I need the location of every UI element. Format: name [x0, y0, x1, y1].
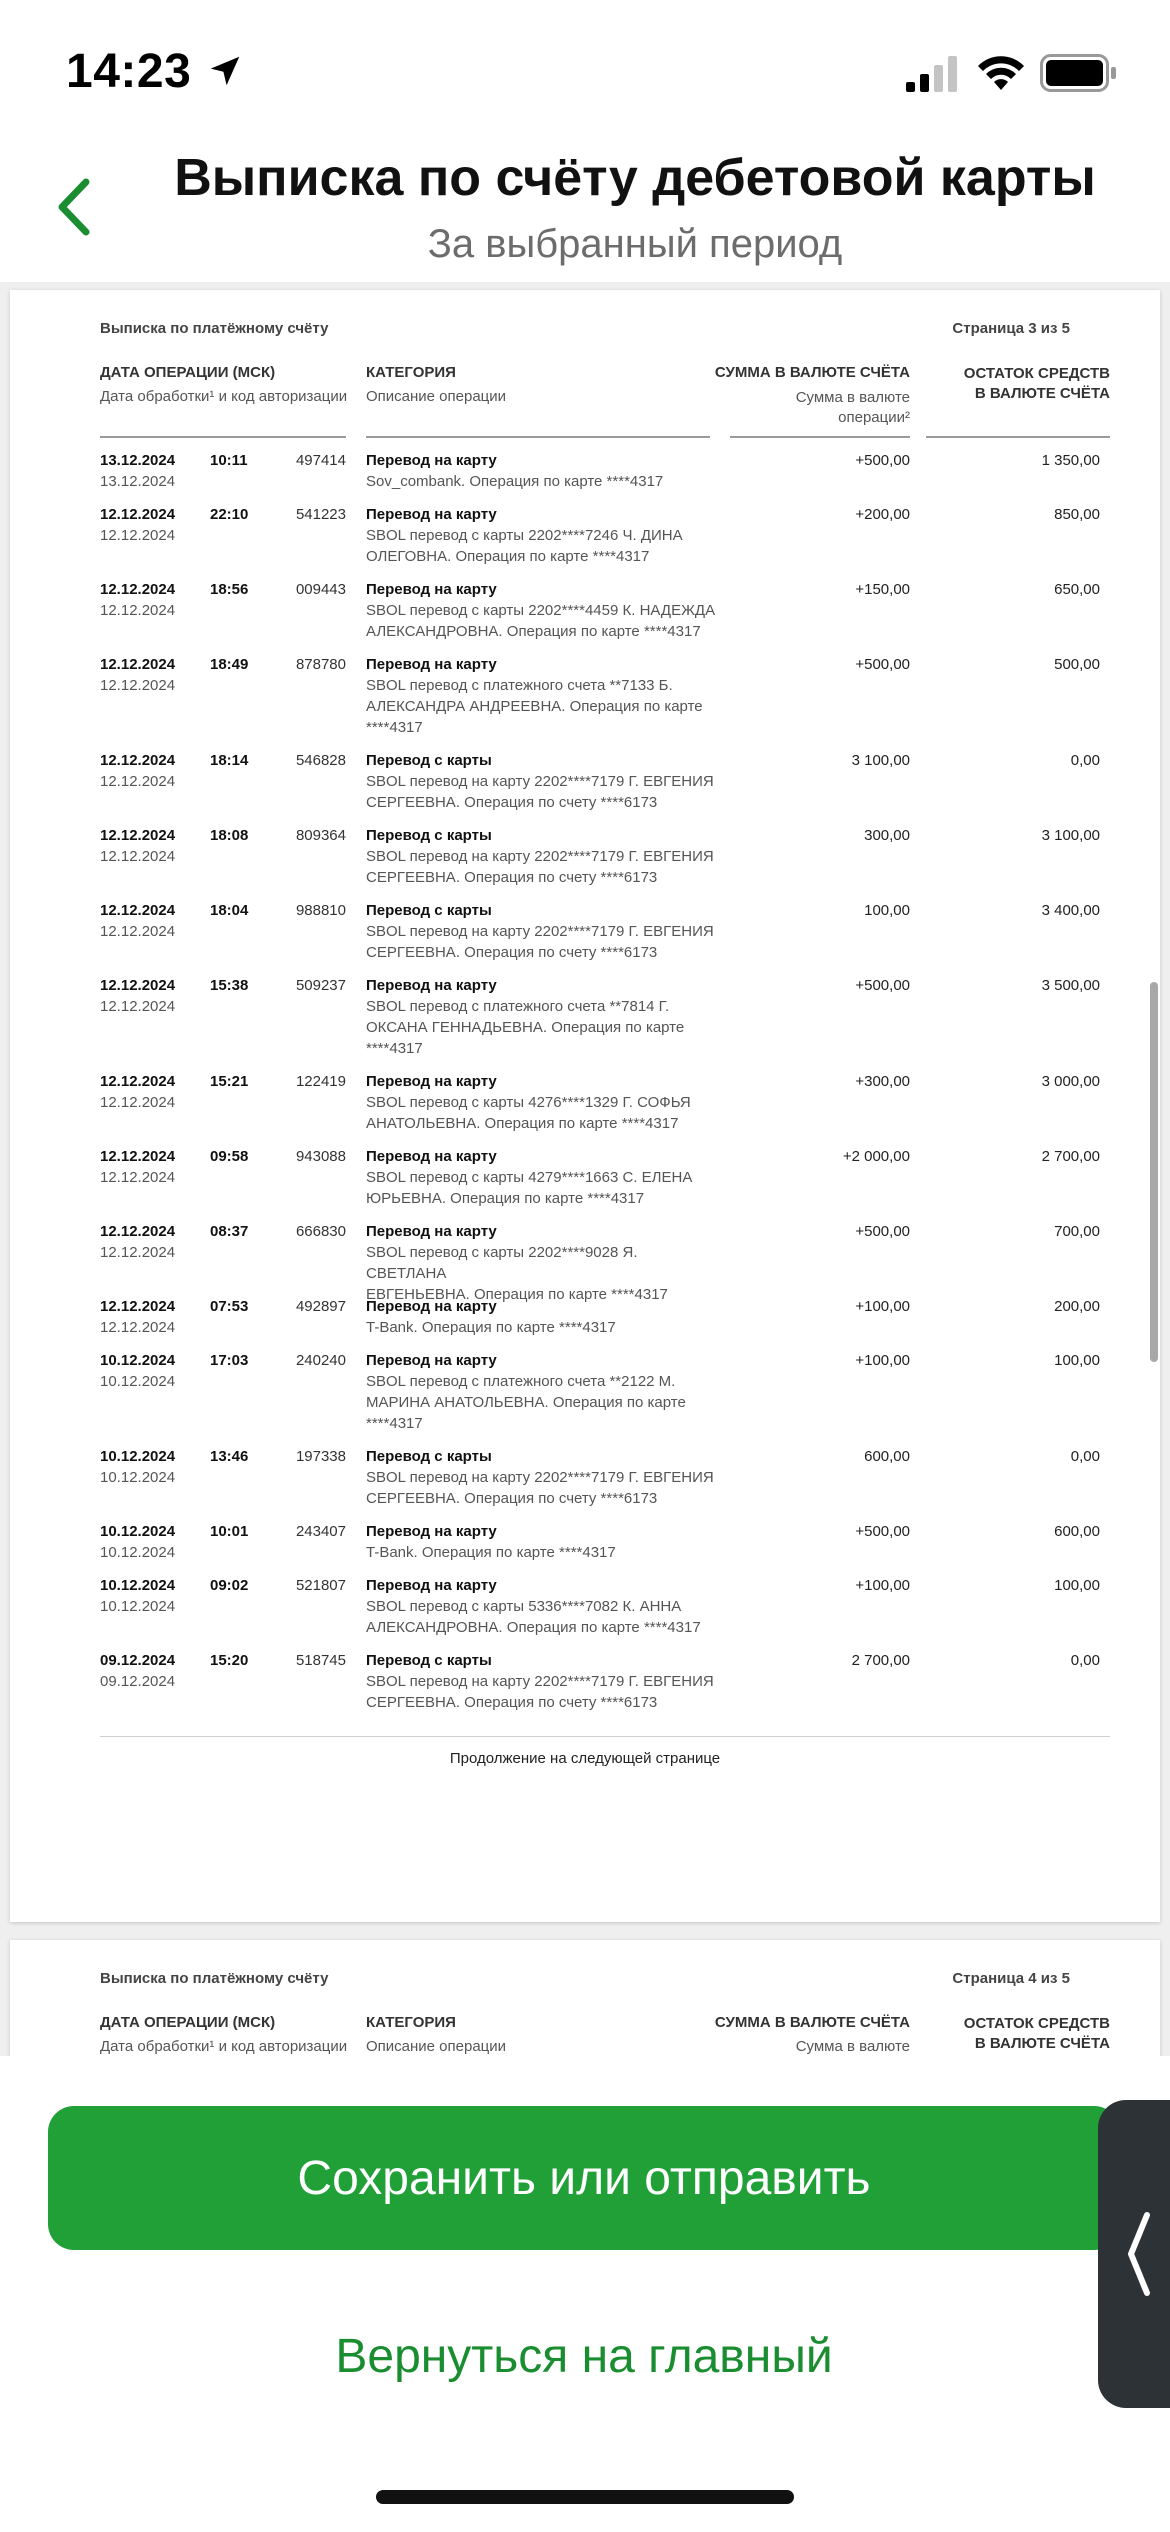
column-header-balance	[920, 2014, 1110, 2054]
description-line: T-Bank. Операция по карте ****4317	[366, 1544, 616, 1561]
column-subheader-date: Дата обработки¹ и код авторизации	[100, 388, 348, 405]
balance-header-line: ОСТАТОК СРЕДСТВ	[963, 2015, 1110, 2032]
header-rule	[100, 436, 346, 438]
operation-time: 15:20	[210, 1652, 249, 1669]
operation-time: 09:02	[210, 1577, 249, 1594]
amount: 300,00	[864, 827, 910, 844]
operation-time: 10:11	[210, 452, 248, 469]
balance: 500,00	[1054, 656, 1100, 673]
description-line: СЕРГЕЕВНА. Операция по счету ****6173	[366, 794, 658, 811]
description-line: SBOL перевод на карту 2202****7179 Г. ЕВГЕНИЯ	[366, 773, 714, 790]
description-line: SBOL перевод с карты 2202****9028 Я. СВЕТЛАНА	[366, 1244, 638, 1282]
column-subheader-date: Дата обработки¹ и код авторизации	[100, 2038, 348, 2055]
auth-code: 243407	[295, 1523, 346, 1540]
operation-date: 10.12.2024	[100, 1448, 176, 1465]
operation-date: 12.12.2024	[100, 902, 176, 919]
next-statement-page	[10, 1940, 1160, 2056]
page-subtitle: За выбранный период	[427, 222, 843, 266]
balance: 2 700,00	[1041, 1148, 1100, 1165]
balance: 100,00	[1054, 1352, 1100, 1369]
side-panel-handle[interactable]	[1098, 2100, 1170, 2408]
operation-time: 08:37	[210, 1223, 249, 1240]
category: Перевод на карту	[366, 656, 497, 673]
category: Перевод на карту	[366, 581, 497, 598]
processing-date: 10.12.2024	[100, 1544, 176, 1561]
balance: 600,00	[1054, 1523, 1100, 1540]
operation-time: 15:38	[210, 977, 249, 994]
scrollbar-thumb[interactable]	[1150, 982, 1158, 1362]
auth-code: 518745	[295, 1652, 346, 1669]
column-header-balance	[920, 364, 1110, 404]
operation-date: 12.12.2024	[100, 581, 176, 598]
description-line: ЮРЬЕВНА. Операция по карте ****4317	[366, 1190, 645, 1207]
back-button[interactable]	[46, 172, 102, 242]
description-line: ОЛЕГОВНА. Операция по карте ****4317	[366, 548, 650, 565]
auth-code: 240240	[295, 1352, 346, 1369]
amount: 600,00	[864, 1448, 910, 1465]
page-number: Страница 4 из 5	[952, 1970, 1070, 1987]
description-line: SBOL перевод на карту 2202****7179 Г. ЕВГЕНИЯ	[366, 923, 714, 940]
category: Перевод на карту	[366, 1223, 497, 1240]
balance: 0,00	[1070, 1652, 1100, 1669]
amount: +100,00	[855, 1352, 910, 1369]
description-line: АЛЕКСАНДРОВНА. Операция по карте ****4317	[366, 1619, 701, 1636]
amount-subheader-line: операции²	[838, 409, 910, 426]
category: Перевод с карты	[366, 752, 492, 769]
document-label: Выписка по платёжному счёту	[100, 1970, 329, 1987]
description-line: SBOL перевод с платежного счета **2122 М.	[366, 1373, 676, 1390]
operation-description	[366, 846, 716, 888]
description-line: SBOL перевод с платежного счета **7133 Б.	[366, 677, 673, 694]
category: Перевод на карту	[366, 452, 497, 469]
auth-code: 878780	[295, 656, 346, 673]
description-line: SBOL перевод на карту 2202****7179 Г. ЕВГЕНИЯ	[366, 1673, 714, 1690]
description-line: СЕРГЕЕВНА. Операция по счету ****6173	[366, 1694, 658, 1711]
balance: 3 500,00	[1041, 977, 1100, 994]
description-line: SBOL перевод с карты 4276****1329 Г. СОФЬЯ	[366, 1094, 691, 1111]
operation-description	[366, 1092, 716, 1134]
operation-time: 07:53	[210, 1298, 249, 1315]
processing-date: 12.12.2024	[100, 773, 176, 790]
column-subheader-category: Описание операции	[366, 388, 507, 405]
operation-time: 18:04	[210, 902, 249, 919]
save-or-send-button[interactable]: Сохранить или отправить	[48, 2106, 1120, 2250]
column-header-category: КАТЕГОРИЯ	[366, 364, 456, 381]
operation-date: 12.12.2024	[100, 1298, 176, 1315]
processing-date: 12.12.2024	[100, 677, 176, 694]
description-line: АНАТОЛЬЕВНА. Операция по карте ****4317	[366, 1115, 679, 1132]
operation-time: 15:21	[210, 1073, 249, 1090]
operation-description	[366, 771, 716, 813]
operation-time: 22:10	[210, 506, 249, 523]
balance: 1 350,00	[1041, 452, 1100, 469]
category: Перевод на карту	[366, 1073, 497, 1090]
column-subheader-amount: Сумма в валюте	[795, 2038, 910, 2055]
amount-subheader-line: Сумма в валюте	[795, 389, 910, 406]
footer-rule	[100, 1736, 1110, 1737]
processing-date: 12.12.2024	[100, 1244, 176, 1261]
statement-page	[10, 290, 1160, 1922]
operation-date: 12.12.2024	[100, 1073, 176, 1090]
description-line: SBOL перевод с карты 2202****7246 Ч. ДИНА	[366, 527, 683, 544]
auth-code: 197338	[295, 1448, 346, 1465]
operation-date: 12.12.2024	[100, 1148, 176, 1165]
processing-date: 12.12.2024	[100, 998, 176, 1015]
category: Перевод на карту	[366, 1352, 497, 1369]
operation-date: 09.12.2024	[100, 1652, 176, 1669]
processing-date: 12.12.2024	[100, 602, 176, 619]
operation-description	[366, 1542, 716, 1563]
document-label: Выписка по платёжному счёту	[100, 320, 329, 337]
description-line: SBOL перевод с карты 5336****7082 К. АННА	[366, 1598, 682, 1615]
column-header-date: ДАТА ОПЕРАЦИИ (МСК)	[100, 364, 276, 381]
amount: +500,00	[855, 1223, 910, 1240]
auth-code: 497414	[295, 452, 346, 469]
processing-date: 12.12.2024	[100, 923, 176, 940]
processing-date: 12.12.2024	[100, 1319, 176, 1336]
status-bar	[0, 0, 1170, 140]
operation-time: 18:56	[210, 581, 249, 598]
document-viewer[interactable]	[0, 282, 1170, 2056]
auth-code: 122419	[295, 1073, 346, 1090]
description-line: СЕРГЕЕВНА. Операция по счету ****6173	[366, 1490, 658, 1507]
amount: +150,00	[855, 581, 910, 598]
column-header-category: КАТЕГОРИЯ	[366, 2014, 456, 2031]
description-line: СЕРГЕЕВНА. Операция по счету ****6173	[366, 944, 658, 961]
description-line: SBOL перевод с платежного счета **7814 Г.	[366, 998, 670, 1015]
balance: 100,00	[1054, 1577, 1100, 1594]
description-line: SBOL перевод с карты 2202****4459 К. НАДЕЖДА	[366, 602, 716, 619]
amount: 3 100,00	[851, 752, 910, 769]
amount: +100,00	[855, 1577, 910, 1594]
processing-date: 10.12.2024	[100, 1373, 176, 1390]
category: Перевод с карты	[366, 1448, 492, 1465]
operation-description	[366, 525, 716, 567]
amount: +500,00	[855, 452, 910, 469]
operation-description	[366, 996, 716, 1059]
wifi-icon	[976, 52, 1026, 92]
balance: 3 100,00	[1041, 827, 1100, 844]
page-title: Выписка по счёту дебетовой карты	[174, 149, 1096, 207]
category: Перевод с карты	[366, 827, 492, 844]
home-indicator	[376, 2490, 794, 2504]
operation-time: 17:03	[210, 1352, 249, 1369]
page-number: Страница 3 из 5	[952, 320, 1070, 337]
status-time: 14:23	[66, 45, 192, 98]
operation-description	[366, 471, 716, 492]
operation-date: 13.12.2024	[100, 452, 176, 469]
balance: 0,00	[1070, 752, 1100, 769]
category: Перевод на карту	[366, 1577, 497, 1594]
processing-date: 10.12.2024	[100, 1469, 176, 1486]
operation-date: 10.12.2024	[100, 1352, 176, 1369]
operation-description	[366, 600, 716, 642]
description-line: АЛЕКСАНДРА АНДРЕЕВНА. Операция по карте	[366, 698, 703, 715]
operation-date: 10.12.2024	[100, 1577, 176, 1594]
operation-date: 10.12.2024	[100, 1523, 176, 1540]
amount: +500,00	[855, 977, 910, 994]
auth-code: 546828	[295, 752, 346, 769]
operation-date: 12.12.2024	[100, 752, 176, 769]
operation-time: 10:01	[210, 1523, 249, 1540]
balance: 3 400,00	[1041, 902, 1100, 919]
balance: 3 000,00	[1041, 1073, 1100, 1090]
auth-code: 521807	[295, 1577, 346, 1594]
balance-header-line: В ВАЛЮТЕ СЧЁТА	[974, 2035, 1110, 2052]
description-line: ЕВГЕНЬЕВНА. Операция по карте ****4317	[366, 1286, 668, 1303]
category: Перевод на карту	[366, 977, 497, 994]
description-line: Sov_combank. Операция по карте ****4317	[366, 473, 664, 490]
operation-description	[366, 1317, 716, 1338]
operation-date: 12.12.2024	[100, 1223, 176, 1240]
auth-code: 988810	[295, 902, 346, 919]
description-line: СЕРГЕЕВНА. Операция по счету ****6173	[366, 869, 658, 886]
header-rule	[366, 436, 710, 438]
continued-note: Продолжение на следующей странице	[449, 1750, 721, 1767]
description-line: T-Bank. Операция по карте ****4317	[366, 1319, 616, 1336]
header-rule	[730, 436, 910, 438]
description-line: ****4317	[366, 1040, 423, 1057]
operation-date: 12.12.2024	[100, 977, 176, 994]
back-to-main-button[interactable]: Вернуться на главный	[335, 2329, 833, 2383]
amount: 2 700,00	[851, 1652, 910, 1669]
balance: 700,00	[1054, 1223, 1100, 1240]
balance: 850,00	[1054, 506, 1100, 523]
location-arrow-icon	[206, 52, 244, 90]
cellular-signal-icon	[906, 56, 958, 92]
balance-header-line: ОСТАТОК СРЕДСТВ	[963, 365, 1110, 382]
processing-date: 09.12.2024	[100, 1673, 176, 1690]
description-line: МАРИНА АНАТОЛЬЕВНА. Операция по карте	[366, 1394, 686, 1411]
balance: 200,00	[1054, 1298, 1100, 1315]
category: Перевод с карты	[366, 902, 492, 919]
operation-description	[366, 1671, 716, 1713]
chevron-left-icon	[54, 176, 94, 238]
battery-icon	[1040, 54, 1118, 92]
column-header-date: ДАТА ОПЕРАЦИИ (МСК)	[100, 2014, 276, 2031]
operation-date: 12.12.2024	[100, 827, 176, 844]
category: Перевод с карты	[366, 1652, 492, 1669]
auth-code: 809364	[295, 827, 346, 844]
operation-time: 18:49	[210, 656, 249, 673]
operation-description	[366, 1167, 716, 1209]
header-rule	[926, 436, 1110, 438]
amount: +200,00	[855, 506, 910, 523]
description-line: SBOL перевод на карту 2202****7179 Г. ЕВГЕНИЯ	[366, 1469, 714, 1486]
amount: +2 000,00	[842, 1148, 910, 1165]
description-line: АЛЕКСАНДРОВНА. Операция по карте ****4317	[366, 623, 701, 640]
auth-code: 492897	[295, 1298, 346, 1315]
category: Перевод на карту	[366, 1298, 497, 1315]
operation-description	[366, 675, 716, 738]
operation-description	[366, 1371, 716, 1434]
category: Перевод на карту	[366, 1148, 497, 1165]
balance: 650,00	[1054, 581, 1100, 598]
column-header-amount: СУММА В ВАЛЮТЕ СЧЁТА	[714, 364, 910, 381]
processing-date: 13.12.2024	[100, 473, 176, 490]
operation-time: 18:14	[210, 752, 249, 769]
amount: +100,00	[855, 1298, 910, 1315]
auth-code: 666830	[295, 1223, 346, 1240]
column-header-amount: СУММА В ВАЛЮТЕ СЧЁТА	[714, 2014, 910, 2031]
balance: 0,00	[1070, 1448, 1100, 1465]
auth-code: 943088	[295, 1148, 346, 1165]
operation-description	[366, 921, 716, 963]
processing-date: 12.12.2024	[100, 1094, 176, 1111]
column-subheader-amount	[730, 388, 910, 428]
processing-date: 10.12.2024	[100, 1598, 176, 1615]
operation-time: 09:58	[210, 1148, 249, 1165]
processing-date: 12.12.2024	[100, 527, 176, 544]
operation-date: 12.12.2024	[100, 506, 176, 523]
amount: +300,00	[855, 1073, 910, 1090]
amount: +500,00	[855, 656, 910, 673]
operation-time: 13:46	[210, 1448, 249, 1465]
description-line: SBOL перевод на карту 2202****7179 Г. ЕВГЕНИЯ	[366, 848, 714, 865]
operation-description	[366, 1596, 716, 1638]
description-line: ****4317	[366, 719, 423, 736]
balance-header-line: В ВАЛЮТЕ СЧЁТА	[974, 385, 1110, 402]
category: Перевод на карту	[366, 1523, 497, 1540]
column-subheader-category: Описание операции	[366, 2038, 507, 2055]
category: Перевод на карту	[366, 506, 497, 523]
auth-code: 509237	[295, 977, 346, 994]
processing-date: 12.12.2024	[100, 848, 176, 865]
processing-date: 12.12.2024	[100, 1169, 176, 1186]
operation-date: 12.12.2024	[100, 656, 176, 673]
description-line: SBOL перевод с карты 4279****1663 С. ЕЛЕНА	[366, 1169, 693, 1186]
amount: 100,00	[864, 902, 910, 919]
operation-time: 18:08	[210, 827, 249, 844]
chevron-left-icon	[1123, 2209, 1153, 2299]
operation-description	[366, 1467, 716, 1509]
auth-code: 541223	[295, 506, 346, 523]
auth-code: 009443	[295, 581, 346, 598]
description-line: ОКСАНА ГЕННАДЬЕВНА. Операция по карте	[366, 1019, 685, 1036]
amount: +500,00	[855, 1523, 910, 1540]
description-line: ****4317	[366, 1415, 423, 1432]
